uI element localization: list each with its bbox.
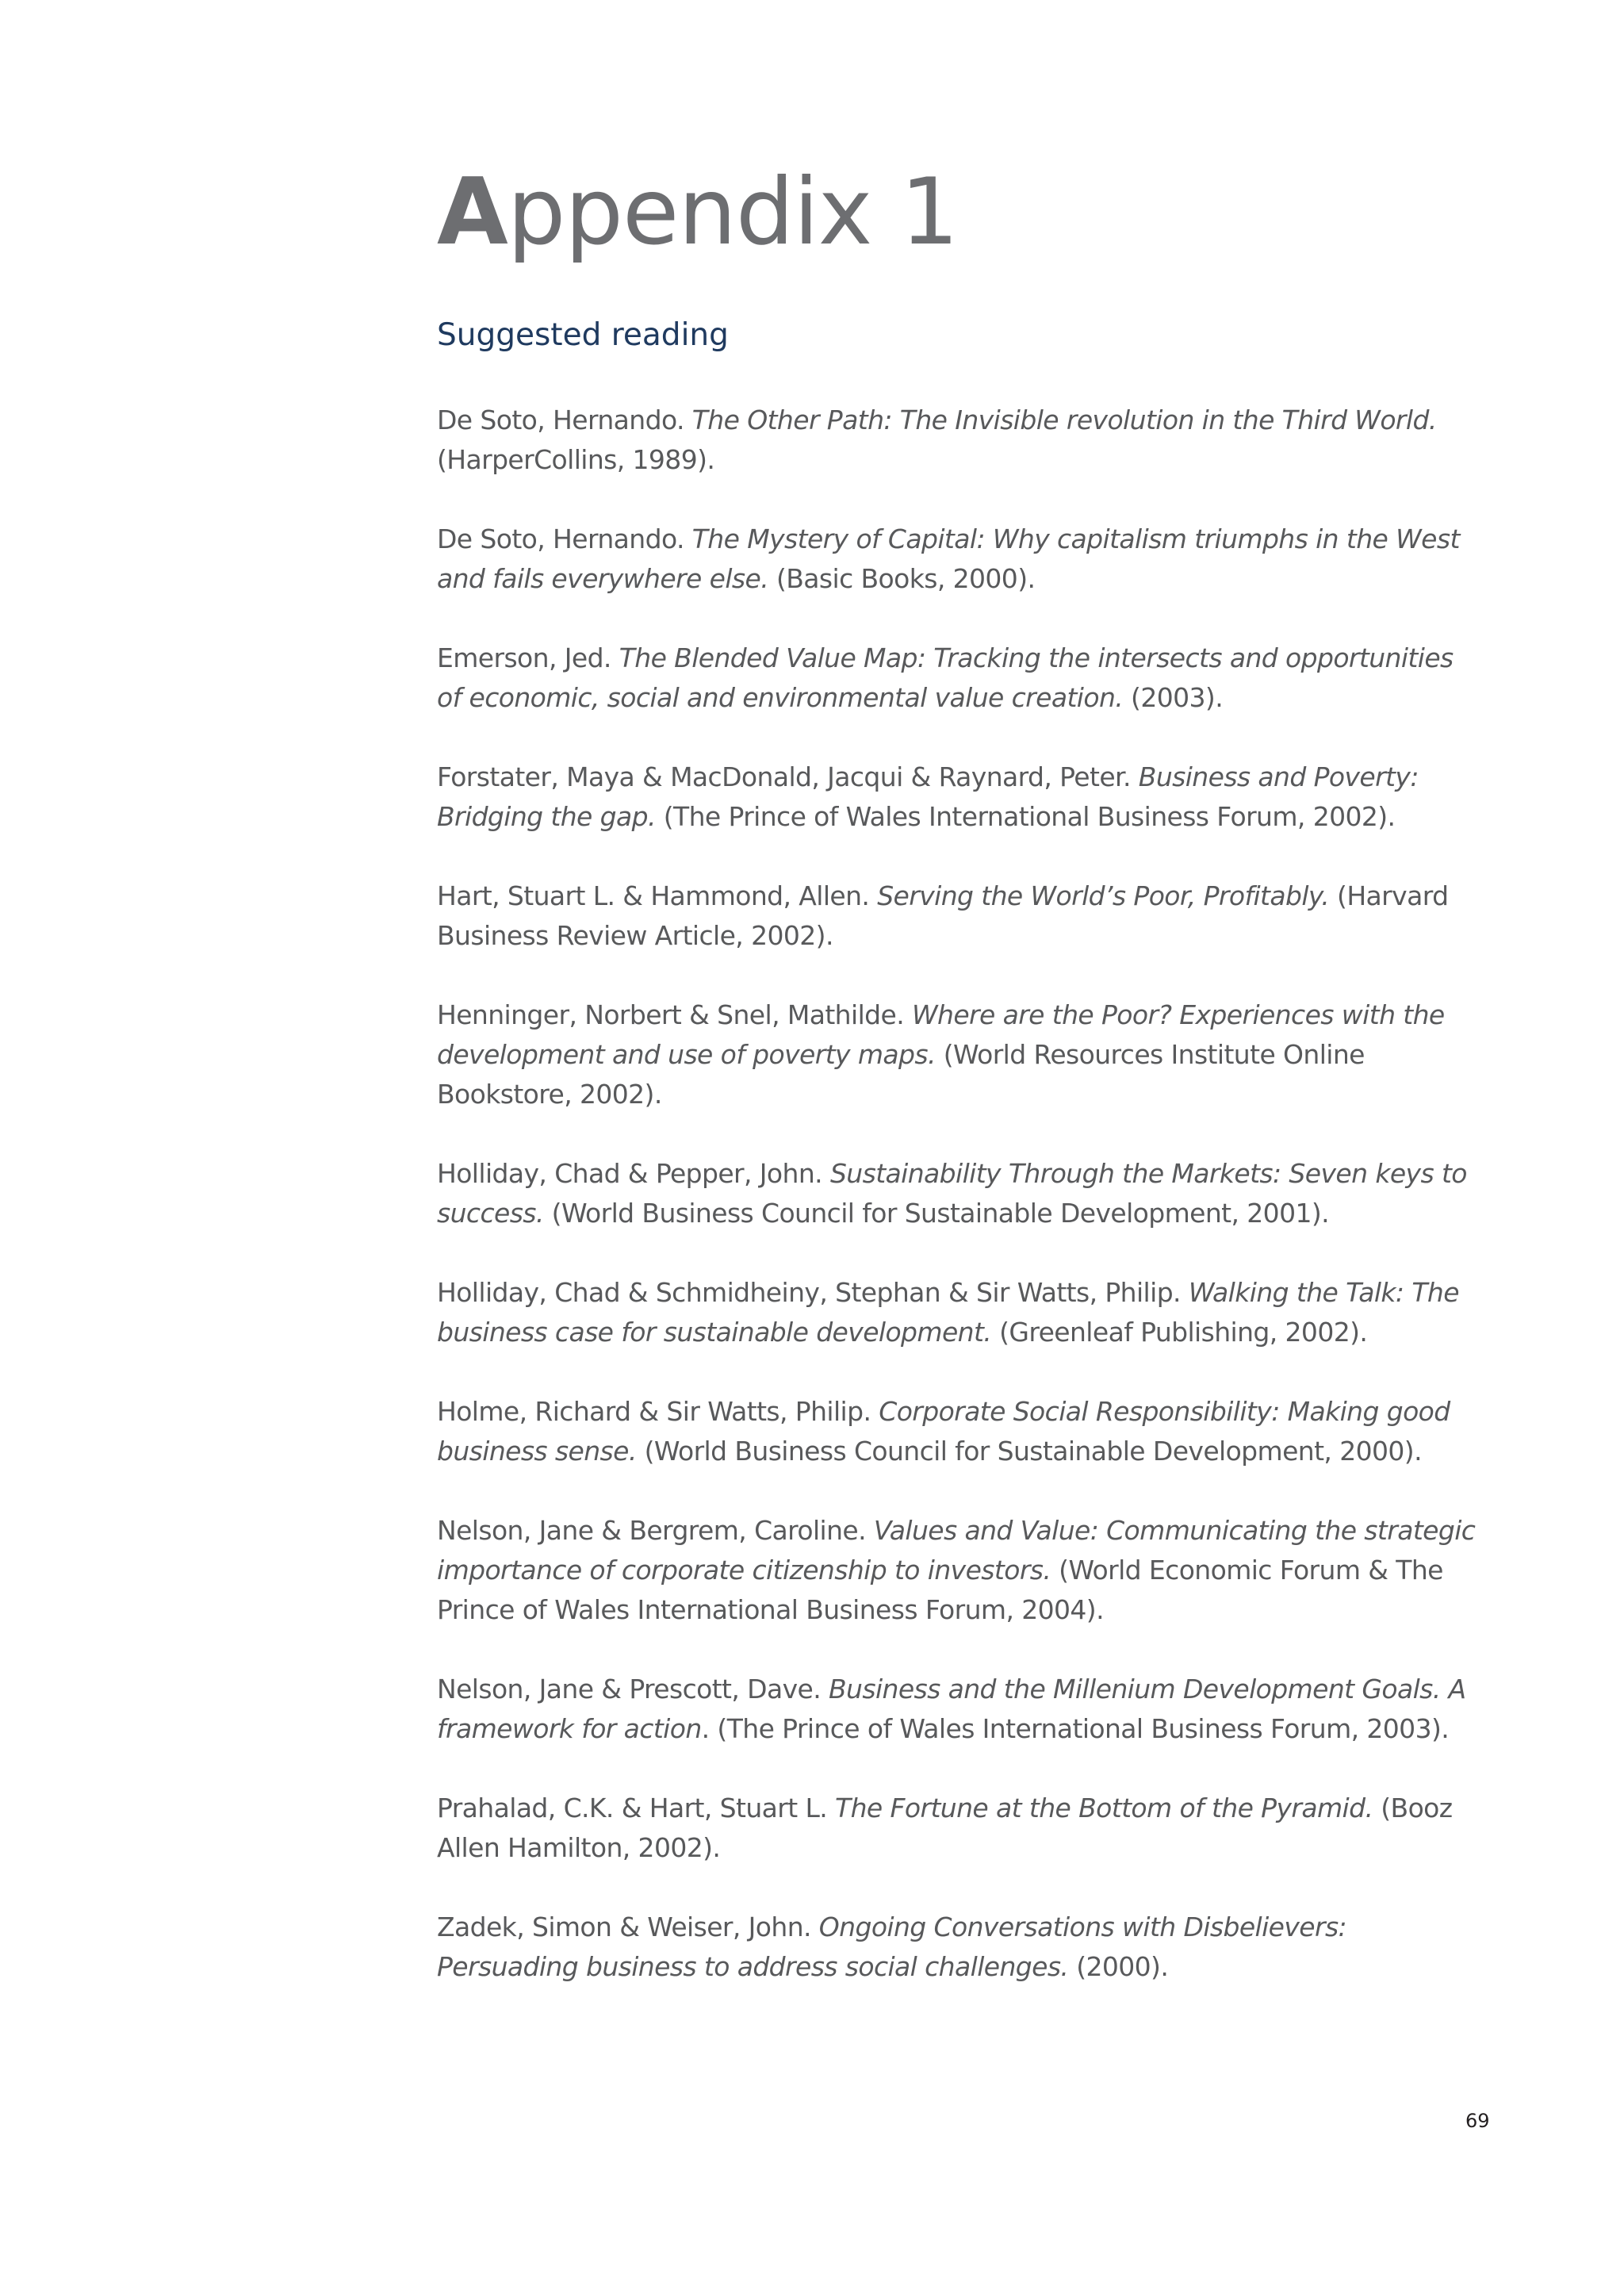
reference-author: Emerson, Jed. [437,642,619,673]
page-title-rest: ppendix 1 [507,159,959,266]
reference-publisher: (Harvard Business Review Article, 2002). [437,880,1449,951]
reference-publisher: (World Business Council for Sustainable Development, 2000). [636,1436,1422,1467]
reference-author: Nelson, Jane & Prescott, Dave. [437,1674,829,1704]
reference-author: De Soto, Hernando. [437,405,692,435]
reference-title: Values and Value: Communicating the strategic importance of corporate citizenship to investors. [437,1515,1476,1586]
reference-item [437,1908,1484,1987]
reference-item [437,1789,1484,1868]
reference-publisher: (World Economic Forum & The Prince of Wales International Business Forum, 2004). [437,1555,1443,1625]
reference-publisher: (Greenleaf Publishing, 2002). [991,1317,1368,1348]
reference-item [437,1511,1484,1630]
reference-author: Hart, Stuart L. & Hammond, Allen. [437,880,878,911]
reference-title: Walking the Talk: The business case for sustainable development. [437,1277,1459,1348]
reference-item [437,1392,1484,1471]
reference-publisher: . (The Prince of Wales International Business Forum, 2003). [701,1713,1450,1744]
reference-author: Nelson, Jane & Bergrem, Caroline. [437,1515,874,1546]
reference-author: Zadek, Simon & Weiser, John. [437,1911,819,1942]
reference-publisher: (Basic Books, 2000). [768,563,1036,594]
reference-publisher: (World Resources Institute Online Bookstore, 2002). [437,1039,1365,1110]
reference-title: The Fortune at the Bottom of the Pyramid. [835,1793,1373,1823]
reference-item [437,638,1484,718]
reference-author: Forstater, Maya & MacDonald, Jacqui & Raynard, Peter. [437,761,1139,792]
reference-publisher: (World Business Council for Sustainable Development, 2001). [543,1198,1330,1229]
reference-title: The Other Path: The Invisible revolution in the Third World. [691,405,1437,435]
reference-title: The Blended Value Map: Tracking the intersects and opportunities of economic, social and environmental value creation. [437,642,1454,713]
reference-publisher: (2003). [1123,682,1224,713]
reference-author: Holliday, Chad & Schmidheiny, Stephan & Sir Watts, Philip. [437,1277,1189,1308]
reference-publisher: (Booz Allen Hamilton, 2002). [437,1793,1453,1863]
reference-item [437,876,1484,956]
reference-title: Corporate Social Responsibility: Making good business sense. [437,1396,1450,1467]
reference-author: Prahalad, C.K. & Hart, Stuart L. [437,1793,836,1823]
page-title [437,159,959,266]
reference-list [437,401,1484,2027]
reference-title: The Mystery of Capital: Why capitalism triumphs in the West and fails everywhere else. [437,523,1460,594]
reference-title: Sustainability Through the Markets: Seven keys to success. [437,1158,1467,1229]
reference-author: De Soto, Hernando. [437,523,692,554]
reference-publisher: (The Prince of Wales International Business Forum, 2002). [655,801,1396,832]
page-title-initial: A [437,159,508,266]
reference-author: Holme, Richard & Sir Watts, Philip. [437,1396,879,1427]
reference-item [437,520,1484,599]
reference-item [437,401,1484,480]
reference-item [437,1154,1484,1233]
reference-title: Ongoing Conversations with Disbelievers: Persuading business to address social challenges. [437,1911,1347,1982]
reference-title: Business and the Millenium Development Goals. A framework for action [437,1674,1466,1744]
reference-item [437,995,1484,1114]
reference-item [437,1273,1484,1352]
reference-publisher: (HarperCollins, 1989). [437,444,715,475]
reference-item [437,757,1484,837]
page-number: 69 [1465,2110,1490,2132]
reference-item [437,1670,1484,1749]
section-heading: Suggested reading [437,317,729,353]
reference-author: Holliday, Chad & Pepper, John. [437,1158,830,1189]
reference-publisher: (2000). [1068,1951,1169,1982]
reference-author: Henninger, Norbert & Snel, Mathilde. [437,999,912,1030]
reference-title: Serving the World’s Poor, Profitably. [877,880,1330,911]
reference-title: Business and Poverty: Bridging the gap. [437,761,1419,832]
reference-title: Where are the Poor? Experiences with the development and use of poverty maps. [437,999,1445,1070]
